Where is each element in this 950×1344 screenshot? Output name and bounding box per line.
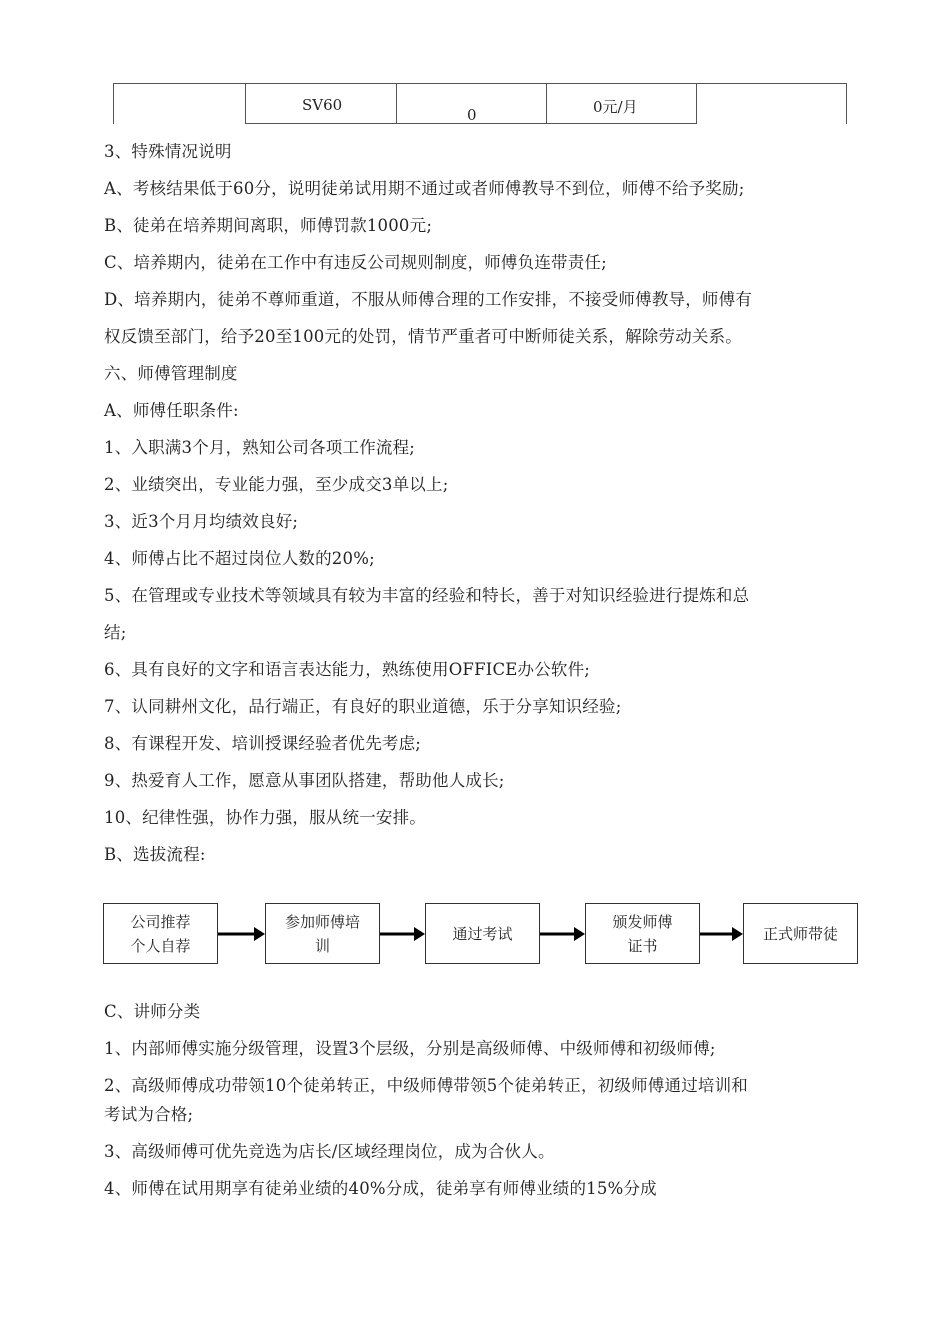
paragraph-line: B、选拔流程: — [104, 845, 206, 864]
flow-step-5 — [743, 903, 858, 964]
list-item: 9、热爱育人工作，愿意从事团队搭建，帮助他人成长; — [104, 771, 505, 790]
table-cell-text: SV60 — [302, 96, 343, 114]
list-item: 1、入职满3个月，熟知公司各项工作流程; — [104, 438, 416, 457]
table-cell — [547, 84, 697, 124]
list-item: 1、内部师傅实施分级管理，设置3个层级，分别是高级师傅、中级师傅和初级师傅; — [104, 1039, 716, 1058]
flow-step-3 — [425, 903, 540, 964]
flow-step-text: 正式师带徒 — [762, 924, 838, 943]
list-item: 7、认同耕州文化，品行端正，有良好的职业道德，乐于分享知识经验; — [104, 697, 622, 716]
flow-step-4 — [585, 903, 700, 964]
arrow-right-icon — [700, 924, 743, 944]
list-item: 4、师傅在试用期享有徒弟业绩的40%分成，徒弟享有师傅业绩的15%分成 — [104, 1179, 657, 1198]
arrow-right-icon — [380, 924, 425, 944]
list-item: 5、在管理或专业技术等领域具有较为丰富的经验和特长，善于对知识经验进行提炼和总 — [104, 586, 750, 605]
list-item: 8、有课程开发、培训授课经验者优先考虑; — [104, 734, 422, 753]
arrow-right-icon — [540, 924, 585, 944]
list-item: 6、具有良好的文字和语言表达能力，熟练使用OFFICE办公软件; — [104, 660, 591, 679]
paragraph-line: A、师傅任职条件: — [104, 401, 239, 420]
paragraph-line: D、培养期内，徒弟不尊师重道，不服从师傅合理的工作安排，不接受师傅教导，师傅有 — [104, 290, 753, 309]
table-cell — [246, 84, 397, 124]
section-heading: C、讲师分类 — [104, 1002, 201, 1021]
table-cell — [397, 84, 547, 124]
flow-step-text: 证书 — [627, 936, 658, 955]
flow-step-text: 训 — [314, 936, 330, 955]
table-fragment — [113, 83, 847, 124]
flow-step-text: 参加师傅培 — [284, 912, 360, 931]
list-item: 2、高级师傅成功带领10个徒弟转正，中级师傅带领5个徒弟转正，初级师傅通过培训和 — [104, 1076, 748, 1095]
list-item-continued: 结; — [104, 623, 127, 642]
arrow-right-icon — [218, 924, 265, 944]
list-item: 2、业绩突出，专业能力强，至少成交3单以上; — [104, 475, 449, 494]
section-heading: 3、特殊情况说明 — [104, 142, 232, 161]
section-heading: 六、师傅管理制度 — [104, 364, 238, 383]
flow-step-2 — [265, 903, 380, 964]
paragraph-line: A、考核结果低于60分，说明徒弟试用期不通过或者师傅教导不到位，师傅不给予奖励; — [104, 179, 745, 198]
flow-step-1 — [103, 903, 218, 964]
paragraph-line: B、徒弟在培养期间离职，师傅罚款1000元; — [104, 216, 433, 235]
list-item-continued: 考试为合格; — [104, 1105, 194, 1124]
table-cell-text: 0 — [467, 106, 477, 124]
flow-step-text: 颁发师傅 — [612, 912, 673, 931]
paragraph-line: C、培养期内，徒弟在工作中有违反公司规则制度，师傅负连带责任; — [104, 253, 607, 272]
paragraph-line: 权反馈至部门，给予20至100元的处罚，情节严重者可中断师徒关系，解除劳动关系。 — [104, 327, 742, 346]
list-item: 4、师傅占比不超过岗位人数的20%; — [104, 549, 375, 568]
flow-step-text: 通过考试 — [452, 924, 513, 943]
list-item: 10、纪律性强，协作力强，服从统一安排。 — [104, 808, 426, 827]
flow-step-text: 公司推荐 — [130, 912, 191, 931]
list-item: 3、近3个月月均绩效良好; — [104, 512, 299, 531]
table-cell — [697, 84, 847, 124]
table-cell-text: 0元/月 — [593, 98, 638, 116]
flow-step-text: 个人自荐 — [130, 936, 191, 955]
table-cell — [114, 84, 246, 124]
list-item: 3、高级师傅可优先竞选为店长/区域经理岗位，成为合伙人。 — [104, 1142, 555, 1161]
